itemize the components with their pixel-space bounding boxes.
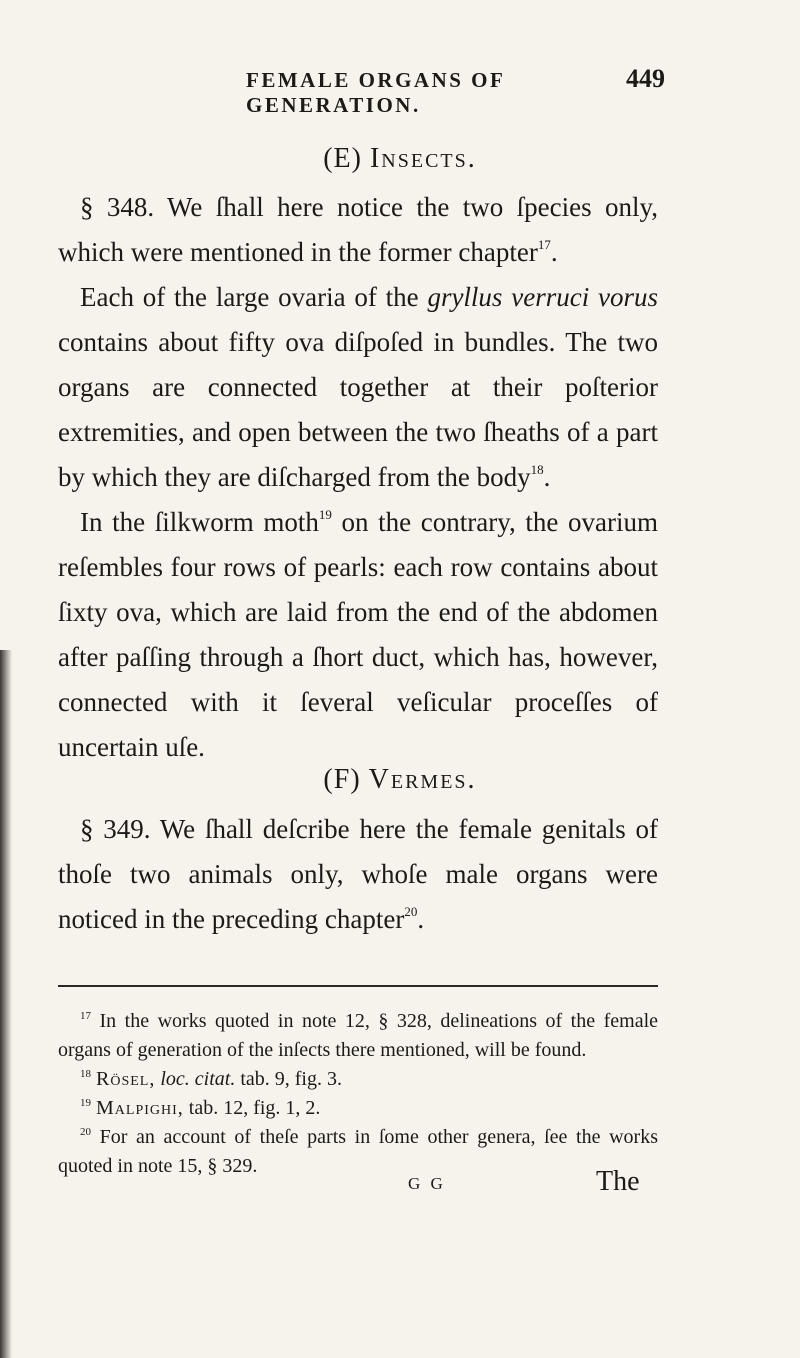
footnote-rule	[58, 985, 658, 987]
section-label: (F)	[323, 764, 361, 795]
section-label: (E)	[323, 143, 362, 174]
section-heading-insects	[0, 143, 800, 175]
section-heading-vermes	[0, 764, 800, 796]
paragraph-348: § 348. We ſhall here notice the two ſpecies only, which were mentioned in the former chapter$^{17}$.	[58, 192, 658, 267]
paragraph-349: § 349. We ſhall deſcribe here the female genitals of thoſe two animals only, whoſe male organs were noticed in the preceding chapter$^{20}$.	[58, 814, 658, 934]
section-title: Vermes.	[368, 764, 477, 795]
species-name: gryllus verruci vorus	[427, 282, 658, 312]
footnote-19: $^{19}$ Malpighi, tab. 12, fig. 1, 2.	[80, 1097, 321, 1119]
signature-mark: G G	[408, 1174, 446, 1193]
page-edge-shadow	[0, 650, 12, 1358]
footnotes	[58, 1007, 658, 1181]
body-text-insects	[58, 185, 658, 770]
footnote-ref-17: 17	[537, 237, 551, 252]
running-head: FEMALE ORGANS OF GENERATION.	[246, 68, 505, 117]
footnote-18: $^{18}$ Rösel, loc. citat. tab. 9, fig. 3.	[80, 1068, 342, 1090]
paragraph-silkworm: In the ſilkworm moth$^{19}$ on the contrary, the ovarium reſembles four rows of pearls: each row contains about ſixty ova, which are laid from the end of the abdomen after paſſing through a ſhort duct, which has, however, connected with it ſeveral veſicular proceſſes of uncertain uſe.	[58, 507, 658, 762]
footnote-ref-18: 18	[530, 462, 544, 477]
footnote-17: $^{17}$ In the works quoted in note 12, § 328, delineations of the female organs of generation of the inſects there mentioned, will be found.	[58, 1010, 658, 1061]
body-text-vermes	[58, 807, 658, 942]
footnote-20: $^{20}$ For an account of theſe parts in ſome other genera, ſee the works quoted in note 15, § 329.	[58, 1126, 658, 1177]
footnote-ref-20: 20	[404, 904, 418, 919]
catchword: The	[596, 1166, 640, 1197]
page-number: 449	[626, 64, 665, 93]
paragraph-gryllus: Each of the large ovaria of the gryllus verruci vorus contains about fifty ova diſpoſed in bundles. The two organs are connected together at their poſterior extremities, and open between the two ſheaths of a part by which they are diſcharged from the body$^{18}$.	[58, 282, 658, 492]
section-title: Insects.	[369, 143, 477, 174]
footnote-ref-19: 19	[318, 507, 332, 522]
